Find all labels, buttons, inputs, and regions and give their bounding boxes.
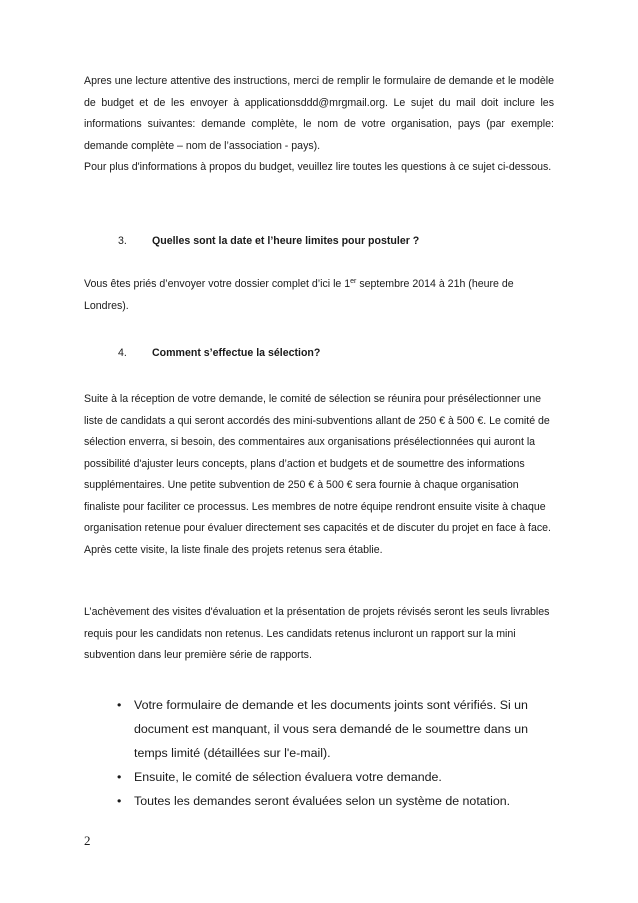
section-3-paragraph xyxy=(84,274,554,317)
deadline-superscript: er xyxy=(350,278,357,285)
section-3-title: Quelles sont la date et l’heure limites pour postuler ? xyxy=(152,235,420,247)
deadline-text-end: septembre 2014 à 21h (heure de Londres). xyxy=(84,278,514,312)
section-4-number: 4. xyxy=(118,347,127,359)
bullet-item xyxy=(84,693,564,765)
bullet-item xyxy=(84,765,564,789)
bullet-item-text: Ensuite, le comité de sélection évaluera votre demande. xyxy=(134,770,442,784)
section-3-number: 3. xyxy=(118,235,127,247)
intro-paragraph-budget: Pour plus d'informations à propos du budget, veuillez lire toutes les questions à ce sujet ci-dessous. xyxy=(84,161,552,173)
section-4-heading xyxy=(84,345,320,361)
section-4-paragraph-deliverables: L’achèvement des visites d'évaluation et la présentation de projets révisés seront les seuls livrables requis pour les candidats non retenus. Les candidats retenus incluront un rapport sur la mini subvention dans leur première série de rapports. xyxy=(84,606,550,661)
section-3-heading xyxy=(84,233,419,249)
bullet-item-text: Toutes les demandes seront évaluées selon un système de notation. xyxy=(134,794,511,808)
process-bullet-list xyxy=(84,693,564,813)
bullet-item xyxy=(84,789,564,813)
bullet-symbol: • xyxy=(117,698,122,712)
bullet-symbol: • xyxy=(117,770,122,784)
bullet-symbol: • xyxy=(117,794,122,808)
deadline-text-start: Vous êtes priés d’envoyer votre dossier complet d’ici le 1 xyxy=(84,278,351,290)
page-number: 2 xyxy=(84,833,91,848)
section-4-title: Comment s’effectue la sélection? xyxy=(152,347,321,359)
section-4-paragraph-selection: Suite à la réception de votre demande, le comité de sélection se réunira pour présélectionner une liste de candidats a qui seront accordés des mini-subventions allant de 250 € à 500 €. Le comité de sélection enverra, si besoin, des commentaires aux organisations présélectionnées qui auront la possibilité d'ajuster leurs concepts, plans d’action et budgets et de soumettre des informations supplémentaires. Une petite subvention de 250 € à 500 € sera fournie à chaque organisation finaliste pour faciliter ce processus. Les membres de notre équipe rendront ensuite visite à chaque organisation retenue pour évaluer directement ses capacités et de discuter du projet en face à face. Après cette visite, la liste finale des projets retenus sera établie. xyxy=(84,393,551,556)
intro-paragraph-instructions: Apres une lecture attentive des instructions, merci de remplir le formulaire de demande et le modèle de budget et de les envoyer à applicationsddd@mrgmail.org. Le sujet du mail doit inclure les informations suivantes: demande complète, le nom de votre organisation, pays (par exemple: demande complète – nom de l’association - pays). xyxy=(84,75,554,152)
bullet-item-text: Votre formulaire de demande et les documents joints sont vérifiés. Si un document est manquant, il vous sera demandé de le soumettre dans un temps limité (détaillées sur l'e-mail). xyxy=(134,698,528,760)
